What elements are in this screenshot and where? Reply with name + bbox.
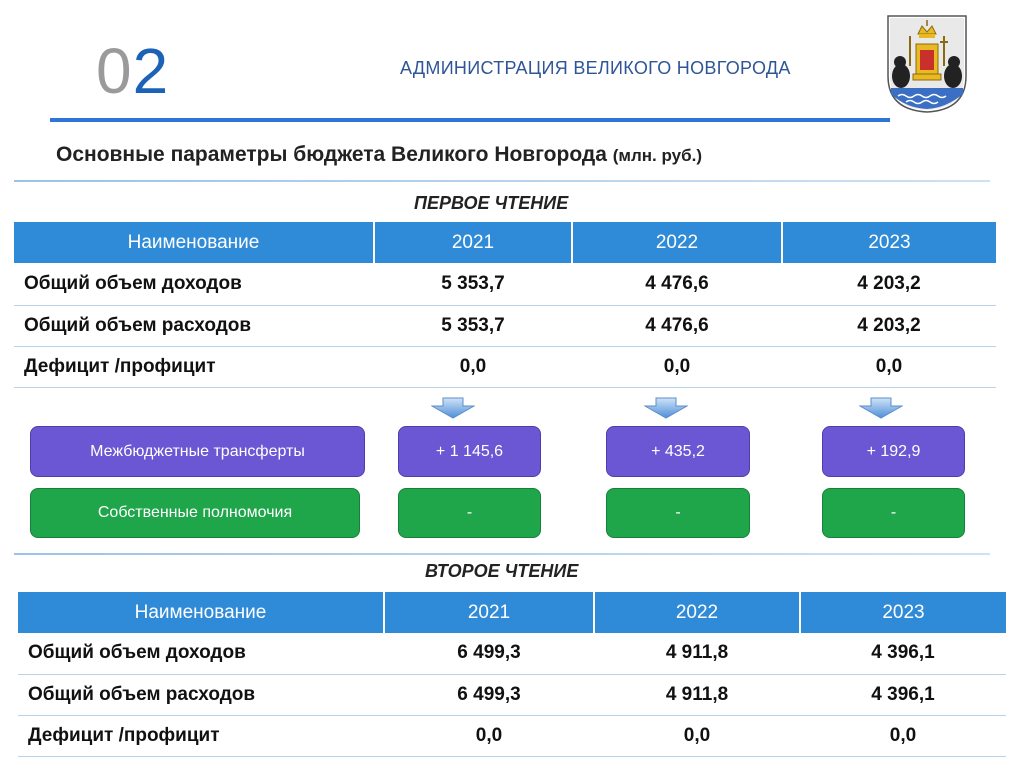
section-divider	[14, 180, 990, 182]
cell-value: 4 476,6	[572, 305, 782, 346]
arrow-down-icon	[644, 397, 688, 419]
coat-of-arms-icon	[886, 14, 968, 114]
header-2022: 2022	[572, 222, 782, 263]
transfers-value-2022: + 435,2	[606, 426, 750, 477]
header-2023: 2023	[782, 222, 996, 263]
table-row	[18, 715, 1006, 756]
cell-value: 4 911,8	[594, 633, 800, 674]
page-title-unit: (млн. руб.)	[612, 146, 702, 165]
cell-value: 0,0	[384, 715, 594, 756]
transfers-value-2021: + 1 145,6	[398, 426, 541, 477]
table-row	[18, 633, 1006, 674]
cell-value: 5 353,7	[374, 263, 572, 305]
cell-value: 4 203,2	[782, 263, 996, 305]
own-powers-label-box: Собственные полномочия	[30, 488, 360, 538]
table-row	[14, 263, 996, 305]
slide-number	[96, 36, 169, 106]
slide-number-first: 0	[96, 35, 133, 107]
arrow-down-icon	[431, 397, 475, 419]
row-label: Общий объем расходов	[14, 305, 374, 346]
own-powers-value-2021: -	[398, 488, 541, 538]
cell-value: 6 499,3	[384, 633, 594, 674]
cell-value: 0,0	[782, 346, 996, 387]
cell-value: 0,0	[374, 346, 572, 387]
cell-value: 5 353,7	[374, 305, 572, 346]
header-divider	[50, 118, 890, 122]
org-title: АДМИНИСТРАЦИЯ ВЕЛИКОГО НОВГОРОДА	[400, 58, 791, 78]
row-label: Общий объем доходов	[14, 263, 374, 305]
header-2021: 2021	[374, 222, 572, 263]
own-powers-value-2023: -	[822, 488, 965, 538]
row-label: Дефицит /профицит	[18, 715, 384, 756]
row-label: Общий объем доходов	[18, 633, 384, 674]
cell-value: 4 476,6	[572, 263, 782, 305]
first-reading-label: ПЕРВОЕ ЧТЕНИЕ	[414, 193, 569, 213]
cell-value: 6 499,3	[384, 674, 594, 715]
cell-value: 0,0	[594, 715, 800, 756]
cell-value: 4 396,1	[800, 633, 1006, 674]
own-powers-value-2022: -	[606, 488, 750, 538]
second-reading-label: ВТОРОЕ ЧТЕНИЕ	[425, 561, 579, 581]
table-row	[18, 674, 1006, 715]
row-label: Общий объем расходов	[18, 674, 384, 715]
arrow-down-icon	[859, 397, 903, 419]
cell-value: 4 203,2	[782, 305, 996, 346]
cell-value: 4 396,1	[800, 674, 1006, 715]
page-title	[56, 143, 702, 167]
header-name: Наименование	[18, 592, 384, 633]
table-row	[14, 346, 996, 387]
header-2022: 2022	[594, 592, 800, 633]
second-reading-table	[18, 592, 1006, 757]
table-header-row	[14, 222, 996, 263]
header-name: Наименование	[14, 222, 374, 263]
transfers-value-2023: + 192,9	[822, 426, 965, 477]
slide-number-second: 2	[132, 35, 170, 107]
table-row	[14, 305, 996, 346]
first-reading-table	[14, 222, 996, 388]
cell-value: 0,0	[800, 715, 1006, 756]
row-label: Дефицит /профицит	[14, 346, 374, 387]
section-divider	[14, 553, 990, 555]
transfers-label-box: Межбюджетные трансферты	[30, 426, 365, 477]
cell-value: 4 911,8	[594, 674, 800, 715]
table-header-row	[18, 592, 1006, 633]
page-title-text: Основные параметры бюджета Великого Новгорода	[56, 143, 607, 166]
header-2021: 2021	[384, 592, 594, 633]
cell-value: 0,0	[572, 346, 782, 387]
header-2023: 2023	[800, 592, 1006, 633]
